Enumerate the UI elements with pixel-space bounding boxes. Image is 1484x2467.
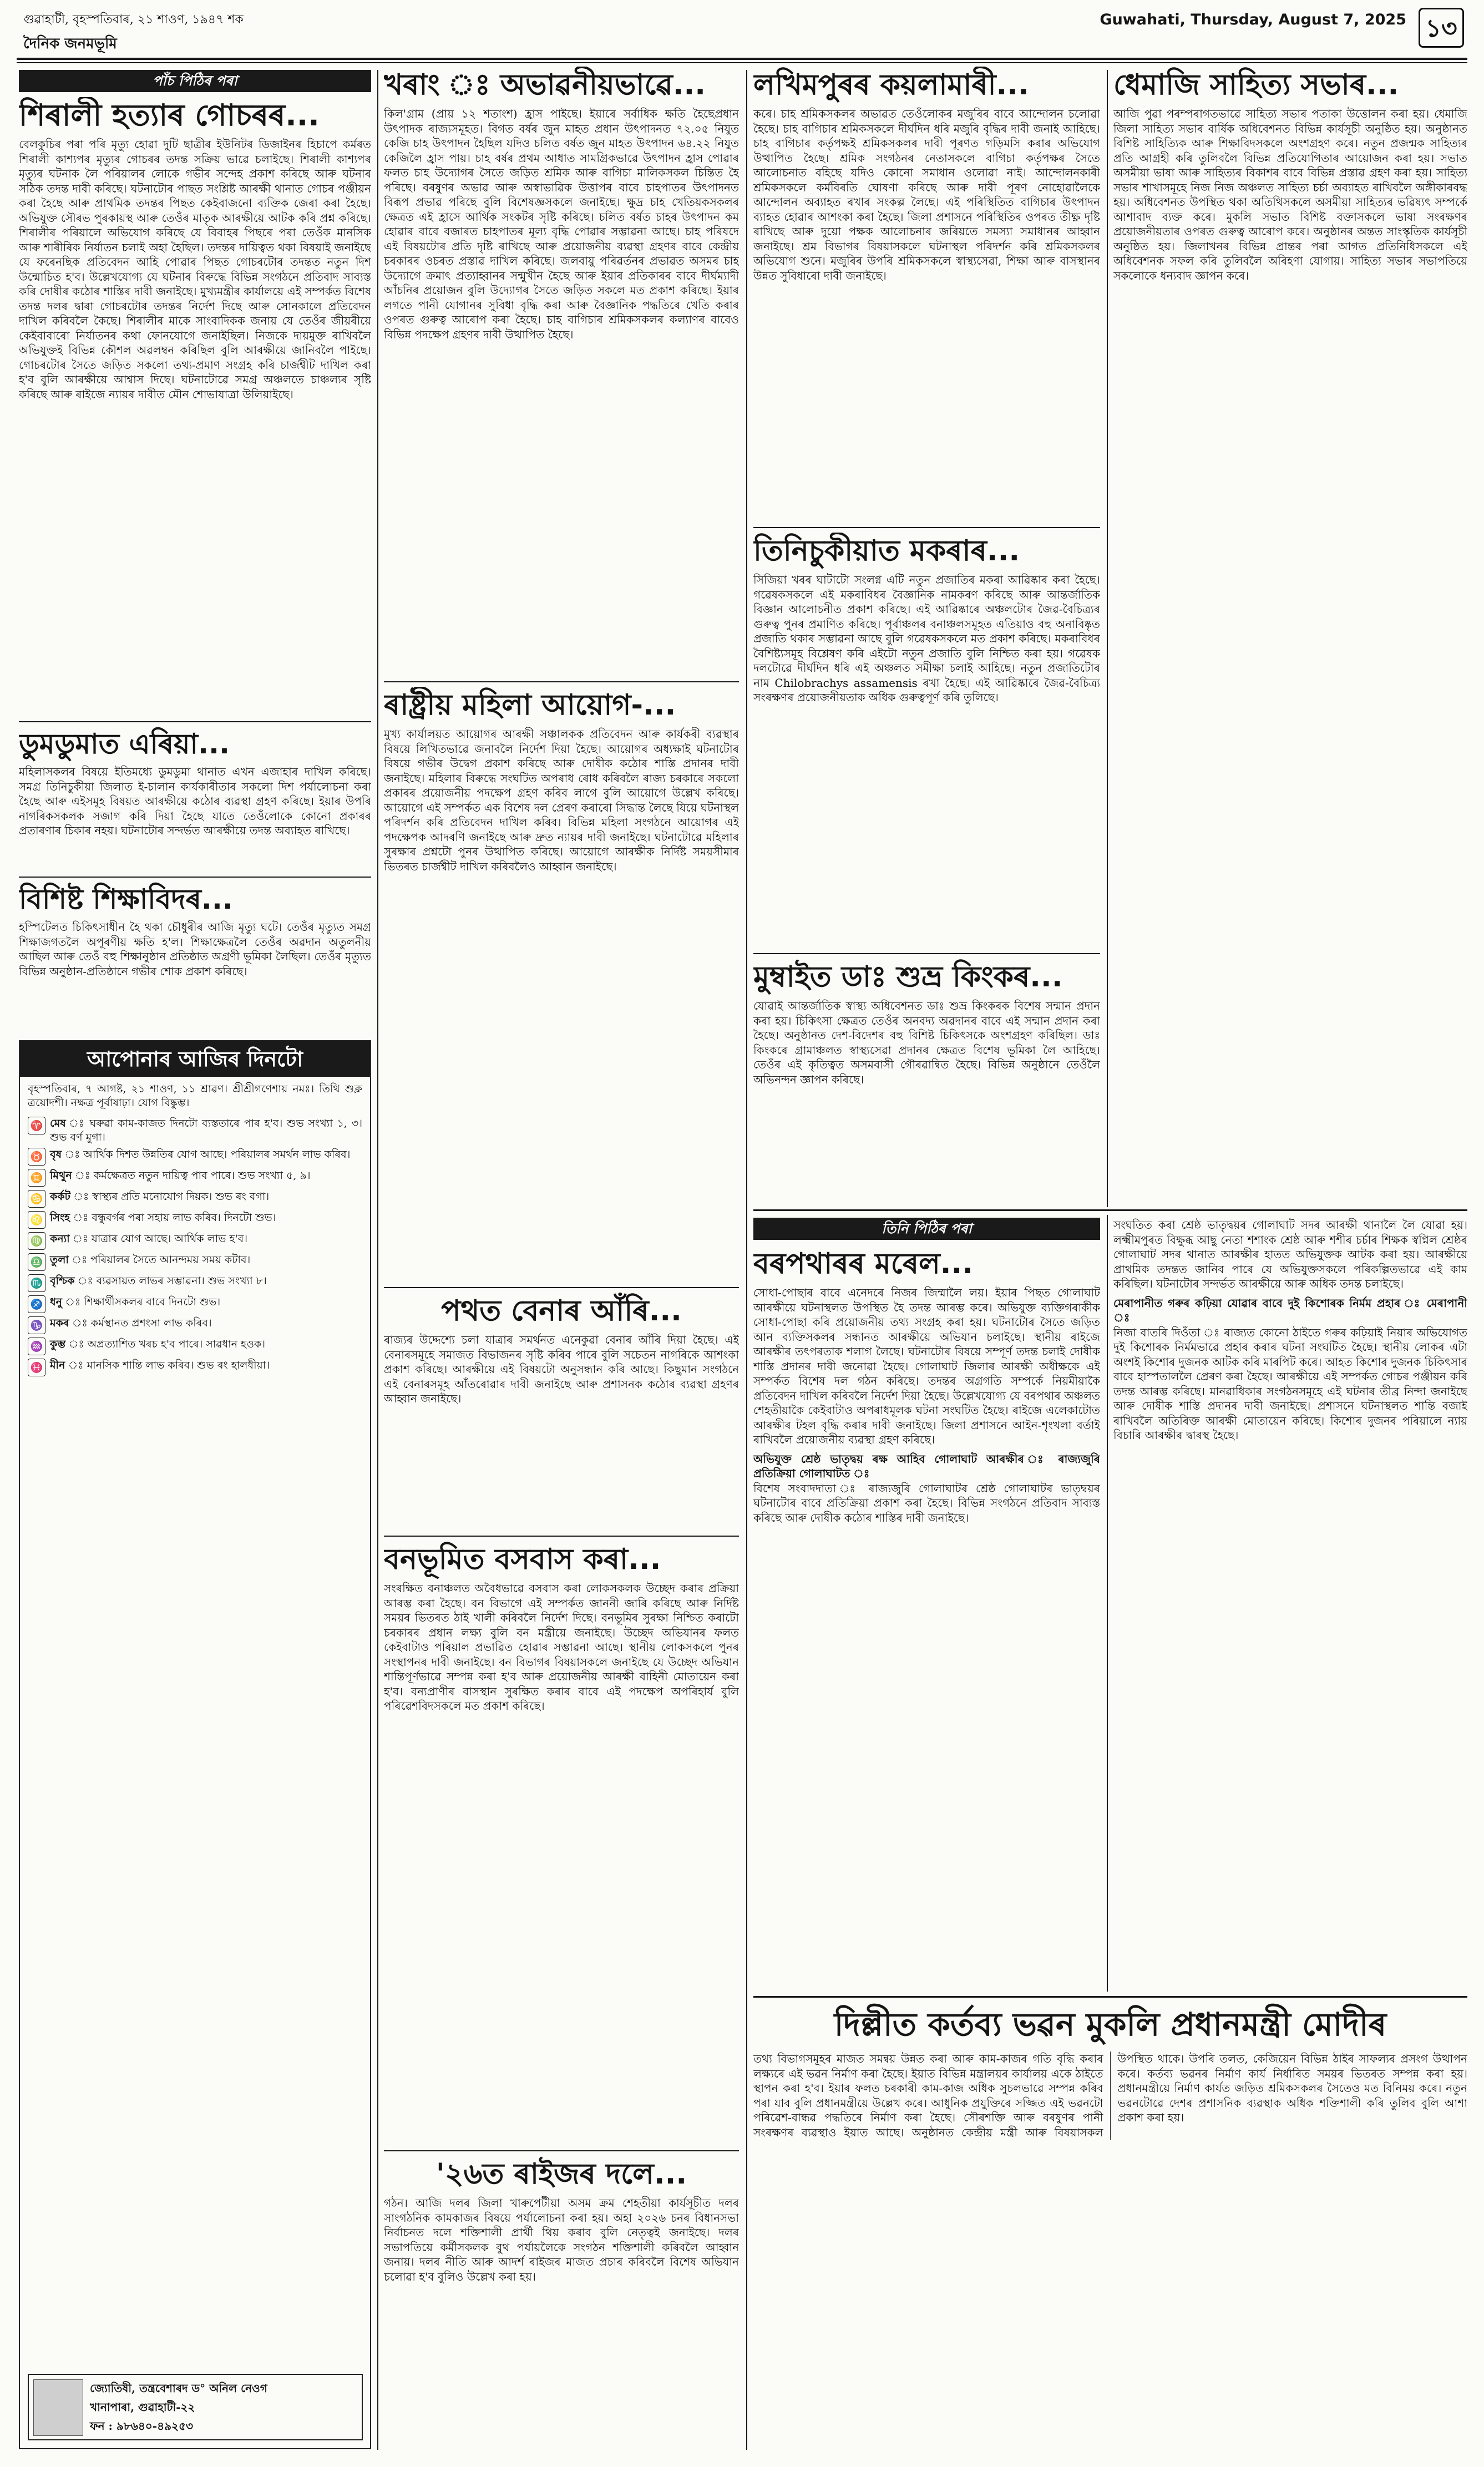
divider (753, 1996, 1467, 1998)
horoscope-item (28, 1211, 362, 1229)
article-body-2: নিজা বাতৰি দিওঁতা ঃ ৰাজ্যত কোনো ঠাইতে গৰুৰ কঢ়িয়াই নিয়াৰ অভিযোগত দুই কিশোৰক নিৰ্মমভাৱে প্ৰহাৰ কৰাৰ ঘটনা সংঘটিত হৈছে। স্থানীয় লোকৰ এটা অংশই কিশোৰ দুজনক আটক কৰি মাৰপিট কৰে। আহত কিশোৰ দুজনক চিকিৎসাৰ বাবে হাস্পতাললৈ প্ৰেৰণ কৰা হৈছে। আৰক্ষীয়ে এই সম্পৰ্কত গোচৰ পঞ্জীয়ন কৰি তদন্ত আৰম্ভ কৰিছে। মানৱাধিকাৰ সংগঠনসমূহে এই ঘটনাৰ তীব্ৰ নিন্দা জনাইছে আৰু দোষীক শাস্তি প্ৰদানৰ দাবী জনাইছে। প্ৰশাসনে ঘটনাস্থলত শান্তি বজাই ৰাখিবলৈ অতিৰিক্ত আৰক্ষী মোতায়েন কৰিছে। কিশোৰ দুজনৰ পৰিয়ালে ন্যায় বিচাৰি আৰক্ষীৰ দ্বাৰস্থ হৈছে। (1113, 1325, 1467, 1442)
headline: ডুমডুমাত এৰিয়া... (19, 728, 230, 760)
sign-name: কন্যা (50, 1233, 70, 1245)
column-divider (1107, 70, 1108, 1207)
article-body: মহিলাসকলৰ বিষয়ে ইতিমধ্যে ডুমডুমা থানাত এখন এজাহাৰ দাখিল কৰিছে। সমগ্ৰ তিনিচুকীয়া জিলাত ই-চালান কাৰ্যকাৰীতাৰ সকলো দিশ পৰ্যালোচনা কৰা হৈছে আৰু এইসমূহ বিষয়ত আৰক্ষীয়ে কঠোৰ ব্যৱস্থা গ্ৰহণ কৰিছে। ইয়াৰ উপৰি নাগৰিকসকলক সজাগ কৰি দিয়া হৈছে যাতে তেওঁলোকে কোনো প্ৰকাৰৰ প্ৰতাৰণাৰ চিকাৰ নহয়। ঘটনাটোৰ সন্দৰ্ভত আৰক্ষীয়ে তদন্ত অব্যাহত ৰাখিছে। (19, 765, 371, 837)
article-body: সংৰক্ষিত বনাঞ্চলত অবৈধভাৱে বসবাস কৰা লোকসকলক উচ্ছেদ কৰাৰ প্ৰক্ৰিয়া আৰম্ভ কৰা হৈছে। বন বিভাগে এই সম্পৰ্কত জাননী জাৰি কৰিছে আৰু নিৰ্দিষ্ট সময়ৰ ভিতৰত ঠাই খালী কৰিবলৈ নিৰ্দেশ দিছে। বনভূমিৰ সুৰক্ষা নিশ্চিত কৰাটো চৰকাৰৰ প্ৰধান লক্ষ্য বুলি বন মন্ত্ৰীয়ে জনাইছে। উচ্ছেদ অভিযানৰ ফলত কেইবাটাও পৰিয়াল প্ৰভাৱিত হোৱাৰ সম্ভাৱনা আছে। স্থানীয় লোকসকলে পুনৰ সংস্থাপনৰ দাবী জনাইছে। বন বিভাগৰ বিষয়াসকলে জনাইছে যে উচ্ছেদ অভিযান শান্তিপূৰ্ণভাৱে সম্পন্ন কৰা হ'ব আৰু প্ৰয়োজনীয় আৰক্ষী বাহিনী মোতায়েন কৰা হ'ব। বন্যপ্ৰাণীৰ বাসস্থান সুৰক্ষিত কৰাৰ বাবে এই পদক্ষেপ অপৰিহাৰ্য বুলি পৰিৱেশবিদসকলে মত প্ৰকাশ কৰিছে। (384, 1582, 739, 1713)
horoscope-item (28, 1253, 362, 1271)
horoscope-text: বৃষ ঃ আৰ্থিক দিশত উন্নতিৰ যোগ আছে। পৰিয়ালৰ সমৰ্থন লাভ কৰিব। (50, 1148, 351, 1161)
sign-name: কুম্ভ (50, 1338, 66, 1350)
sign-name: মিথুন (50, 1169, 72, 1182)
horoscope-text: কন্যা ঃ যাত্ৰাৰ যোগ আছে। আৰ্থিক লাভ হ'ব। (50, 1233, 248, 1245)
article-body: কিল'গ্ৰাম (প্ৰায় ১২ শতাংশ) হ্ৰাস পাইছে। ইয়াৰে সৰ্বাধিক ক্ষতি হৈছেপ্ৰধান উৎপাদক ৰাজ্যসমূহত। বিগত বৰ্ষৰ জুন মাহত প্ৰধান উৎপাদনত ৭২.০৫ নিযুত কেজি চাহ উৎপাদন হৈছিল যদিও চলিত বৰ্ষত জুন মাহত উৎপাদন ৬৪.২২ নিযুত কেজিলৈ হ্ৰাস পায়। চাহ বৰ্ষৰ প্ৰথম আধাত সামগ্ৰিকভাৱে উৎপাদন হ্ৰাস পোৱাৰ ফলত চাহ উদ্যোগৰ সৈতে জড়িত শ্ৰমিক আৰু বাগিচা মালিকসকল চিন্তিত হৈ পৰিছে। বৰষুণৰ অভাৱ আৰু অস্বাভাৱিক উত্তাপৰ বাবে চাহপাতৰ উৎপাদনত বিৰূপ প্ৰভাৱ পৰিছে বুলি বিশেষজ্ঞসকলে জনাইছে। ক্ষুদ্ৰ চাহ খেতিয়কসকলৰ ক্ষেত্ৰত এই হ্ৰাসে আৰ্থিক সংকটৰ সৃষ্টি কৰিছে। চলিত বৰ্ষত চাহৰ উৎপাদন কম হোৱাৰ বাবে বজাৰত চাহপাতৰ মূল্য বৃদ্ধি পোৱাৰ সম্ভাৱনা আছে। চাহ পৰিষদে এই বিষয়টোৰ প্ৰতি দৃষ্টি ৰাখিছে আৰু প্ৰয়োজনীয় ব্যৱস্থা গ্ৰহণৰ বাবে কেন্দ্ৰীয় চৰকাৰৰ ওচৰত প্ৰস্তাৱ দাখিল কৰিছে। জলবায়ু পৰিৱৰ্তনৰ প্ৰভাৱত অসমৰ চাহ উদ্যোগে ক্ৰমাৎ প্ৰত্যাহ্বানৰ সন্মুখীন হৈছে আৰু ইয়াৰ প্ৰতিকাৰৰ বাবে দীৰ্ঘম্যাদী আঁচনিৰ প্ৰয়োজন বুলি উদ্যোগৰ সৈতে জড়িত সকলে মত প্ৰকাশ কৰিছে। ইয়াৰ লগতে পানী যোগানৰ সুবিধা বৃদ্ধি কৰা আৰু বৈজ্ঞানিক পদ্ধতিৰে খেতি কৰাৰ ওপৰত গুৰুত্ব আৰোপ কৰা হৈছে। চাহ বাগিচাৰ শ্ৰমিকসকলৰ কল্যাণৰ বাবেও বিভিন্ন পদক্ষেপ গ্ৰহণৰ দাবী উত্থাপিত হৈছে। (384, 107, 739, 341)
zodiac-icon: ♋ (28, 1190, 45, 1208)
horoscope-title: আপোনাৰ আজিৰ দিনটো (20, 1041, 370, 1077)
sign-text: কৰ্মস্থানত প্ৰশংসা লাভ কৰিব। (90, 1317, 212, 1329)
article-body: কৰে। চাহ শ্ৰমিকসকলৰ অভাৱত তেওঁলোকৰ মজুৰিৰ বাবে আন্দোলন চলোৱা হৈছে। চাহ বাগিচাৰ শ্ৰমিকসকলে দীৰ্ঘদিন ধৰি মজুৰি বৃদ্ধিৰ দাবী জনাই আহিছে। চাহ বাগিচাৰ কৰ্তৃপক্ষই শ্ৰমিকসকলৰ দাবী পূৰণত গড়িমসি কৰাৰ অভিযোগ উত্থাপিত হৈছে। শ্ৰমিক সংগঠনৰ নেতাসকলে বাগিচা কৰ্তৃপক্ষৰ সৈতে আলোচনাত বহিছে যদিও কোনো সমাধান ওলোৱা নাই। আন্দোলনকাৰী শ্ৰমিকসকলে কৰ্মবিৰতি ঘোষণা কৰিছে আৰু দাবী পূৰণ নোহোৱালৈকে আন্দোলন অব্যাহত ৰখাৰ সংকল্প লৈছে। এই পৰিস্থিতিত বাগিচাৰ উৎপাদন ব্যাহত হোৱাৰ আশংকা কৰা হৈছে। জিলা প্ৰশাসনে পৰিস্থিতিৰ ওপৰত তীক্ষ্ণ দৃষ্টি ৰাখিছে আৰু দুয়ো পক্ষক আলোচনাৰ জৰিয়তে সমস্যা সমাধানৰ আহ্বান জনাইছে। শ্ৰম বিভাগৰ বিষয়াসকলে ঘটনাস্থল পৰিদৰ্শন কৰি শ্ৰমিকসকলৰ অভিযোগ শুনে। মজুৰিৰ উপৰি শ্ৰমিকসকলে স্বাস্থ্যসেৱা, শিক্ষা আৰু বাসস্থানৰ উন্নত সুবিধাৰো দাবী জনাইছে। (753, 107, 1100, 282)
sign-text: বন্ধুবৰ্গৰ পৰা সহায় লাভ কৰিব। দিনটো শুভ। (92, 1212, 276, 1224)
article-dhemaji (1113, 67, 1467, 1204)
zodiac-icon: ♈ (28, 1117, 45, 1134)
horoscope-text: মিথুন ঃ কৰ্মক্ষেত্ৰত নতুন দায়িত্ব পাব পাৰে। শুভ সংখ্যা ৫, ৯। (50, 1169, 311, 1182)
sign-text: ব্যৱসায়ত লাভৰ সম্ভাৱনা। শুভ সংখ্যা ৮। (96, 1275, 267, 1287)
divider (19, 721, 371, 722)
article-pathat-bonar (384, 1293, 739, 1531)
horoscope-text: মেষ ঃ ঘৰুৱা কাম-কাজত দিনটো ব্যস্ততাৰে পাৰ হ'ব। শুভ সংখ্যা ১, ৩। শুভ বৰ্ণ মুগা। (50, 1117, 362, 1143)
headline: ধেমাজি সাহিত্য সভাৰ... (1113, 68, 1399, 102)
column-divider (1107, 1215, 1108, 1992)
article-body: সংঘতিত কৰা শ্ৰেষ্ঠ ভাতৃদ্বয়ৰ গোলাঘাট সদৰ আৰক্ষী থানালৈ লৈ যোৱা হয়। লক্ষ্মীমপুৰত বিক্ষুব্ধ আছু নেতা শশাংক শ্ৰেষ্ঠ আৰু শশীৰ চৰ্চাৰ শিক্ষক স্বপ্নিল শ্ৰেষ্ঠৰ গোলাঘাট সদৰ থানাত আৰক্ষীৰ হাতত অভিযুক্তক আটক কৰা হয়। আৰক্ষীয়ে প্ৰাথমিক তদন্তত জানিব পাৰে যে অভিযুক্তসকলে পৰিকল্পিতভাৱে এই কাম কৰিছিল। ঘটনাটোৰ সন্দৰ্ভত আৰক্ষীয়ে আৰু অধিক তদন্ত চলাইছে। (1113, 1218, 1467, 1290)
horoscope-text: বৃশ্চিক ঃ ব্যৱসায়ত লাভৰ সম্ভাৱনা। শুভ সংখ্যা ৮। (50, 1275, 267, 1287)
article-body-2: বিশেষ সংবাদদাতা ঃ ৰাজ্যজুৰি গোলাঘাটৰ শ্ৰেষ্ঠ গোলাঘাটৰ ভাতৃদ্বয়ৰ ঘটনাটোৰ বাবে প্ৰতিক্ৰিয়া প্ৰকাশ কৰা হৈছে। বিভিন্ন সংগঠনে প্ৰতিবাদ সাব্যস্ত কৰিছে আৰু দোষীক কঠোৰ শাস্তিৰ দাবী জনাইছে। (753, 1481, 1100, 1524)
zodiac-icon: ♐ (28, 1295, 45, 1313)
horoscope-item (28, 1148, 362, 1166)
masthead (17, 7, 1467, 58)
sign-name: ধনু (50, 1296, 62, 1308)
article-body: সোধা-পোছাৰ বাবে এনেদৰে নিজৰ জিম্মালৈ লয়। ইয়াৰ পিছত গোলাঘাট আৰক্ষীয়ে ঘটনাস্থলত উপস্থিত হৈ তদন্ত আৰম্ভ কৰে। অভিযুক্ত ব্যক্তিগৰাকীক সোধা-পোছা কৰি প্ৰয়োজনীয় তথ্য সংগ্ৰহ কৰা হয়। ঘটনাটোৰ সৈতে জড়িত আন ব্যক্তিসকলৰ সন্ধানত আৰক্ষীয়ে অভিযান চলাইছে। স্থানীয় ৰাইজে আৰক্ষীৰ তৎপৰতাক শলাগ লৈছে। ঘটনাটোৰ বিষয়ে সম্পূৰ্ণ তদন্ত চলাই দোষীক শাস্তি প্ৰদানৰ দাবী জনোৱা হৈছে। গোলাঘাট জিলাৰ আৰক্ষী অধীক্ষকে এই সম্পৰ্কত বিশেষ দল গঠন কৰিছে। তদন্তৰ অগ্ৰগতি সম্পৰ্কে নিয়মীয়াকৈ প্ৰতিবেদন দাখিল কৰিবলৈ নিৰ্দেশ দিয়া হৈছে। উল্লেখযোগ্য যে বৰপথাৰ অঞ্চলত শেহতীয়াকৈ কেইবাটাও অপৰাধমূলক ঘটনা সংঘটিত হৈছে। ৰাইজে এলেকাটোত আৰক্ষীৰ টহল বৃদ্ধি কৰাৰ দাবী জনাইছে। জিলা প্ৰশাসনে আইন-শৃংখলা বৰ্তাই ৰাখিবলৈ প্ৰয়োজনীয় ব্যৱস্থা গ্ৰহণ কৰিছে। (753, 1286, 1100, 1446)
zodiac-icon: ♓ (28, 1359, 45, 1376)
article-tinisukia (753, 533, 1100, 949)
article-raiz-dal (384, 2156, 739, 2450)
article-body: মুখ্য কাৰ্যালয়ত আয়োগৰ আৰক্ষী সঞ্চালকক প্ৰতিবেদন আৰু কাৰ্যকৰী ব্যৱস্থাৰ বিষয়ে লিখিতভাৱে জনাবলৈ নিৰ্দেশ দিয়া হৈছে। আয়োগৰ অধ্যক্ষাই ঘটনাটোৰ বিষয়ে গভীৰ উদ্বেগ প্ৰকাশ কৰিছে আৰু দোষীক কঠোৰ শাস্তি প্ৰদানৰ দাবী জনাইছে। মহিলাৰ বিৰুদ্ধে সংঘটিত অপৰাধ ৰোধ কৰিবলৈ ৰাজ্য চৰকাৰে সকলো প্ৰকাৰৰ প্ৰয়োজনীয় পদক্ষেপ গ্ৰহণ কৰিব লাগে বুলি আয়োগে উল্লেখ কৰিছে। আয়োগে এই সম্পৰ্কত এক বিশেষ দল প্ৰেৰণ কৰাৰো সিদ্ধান্ত লৈছে যিয়ে ঘটনাস্থল পৰিদৰ্শন কৰি প্ৰতিবেদন দাখিল কৰিব। বিভিন্ন মহিলা সংগঠনে আয়োগৰ এই পদক্ষেপক আদৰণি জনাইছে আৰু দ্ৰুত ন্যায়ৰ দাবী জনাইছে। ঘটনাটোৱে মহিলাৰ সুৰক্ষাৰ প্ৰশ্নটো পুনৰ উত্থাপিত কৰিছে। আয়োগে আৰক্ষীক নিৰ্দিষ্ট সময়সীমাৰ ভিতৰত চাৰ্জশ্বীট দাখিল কৰিবলৈও আহ্বান জনাইছে। (384, 727, 739, 873)
article-bishishta (19, 882, 371, 1029)
article-body: সিজিয়া খৰৰ ঘাটাটো সংলগ্ন এটি নতুন প্ৰজাতিৰ মকৰা আৱিষ্কাৰ কৰা হৈছে। গৱেষকসকলে এই মকৰাবিধৰ বৈজ্ঞানিক নামকৰণ কৰিছে আৰু আন্তৰ্জাতিক বিজ্ঞান আলোচনীত প্ৰকাশ কৰিছে। এই আৱিষ্কাৰে অঞ্চলটোৰ জৈৱ-বৈচিত্ৰ্যৰ গুৰুত্ব পুনৰ প্ৰমাণিত কৰিছে। পূৰ্বাঞ্চলৰ বনাঞ্চলসমূহত এতিয়াও বহু অনাবিষ্কৃত প্ৰজাতি থকাৰ সম্ভাৱনা আছে বুলি গৱেষকসকলে মত প্ৰকাশ কৰিছে। মকৰাবিধৰ বৈশিষ্ট্যসমূহ বিশ্লেষণ কৰি এইটো নতুন প্ৰজাতি বুলি নিশ্চিত কৰা হয়। গৱেষক দলটোৱে দীৰ্ঘদিন ধৰি এই অঞ্চলত সমীক্ষা চলাই আহিছে। নতুন প্ৰজাতিটোৰ নাম Chilobrachys assamensis ৰখা হৈছে। এই আৱিষ্কাৰে জৈৱ-বৈচিত্ৰ্য সংৰক্ষণৰ প্ৰয়োজনীয়তাক অধিক গুৰুত্বপূৰ্ণ কৰি তুলিছে। (753, 573, 1100, 704)
zodiac-icon: ♑ (28, 1316, 45, 1334)
article-dumdumar (19, 727, 371, 874)
zodiac-icon: ♉ (28, 1148, 45, 1166)
headline: ৰাষ্ট্ৰীয় মহিলা আয়োগ-... (384, 688, 676, 722)
article-body: ৰাজ্যৰ উদ্দেশ্যে চলা যাত্ৰাৰ সমৰ্থনত এনেকুৱা বেনাৰ আঁৰি দিয়া হৈছে। এই বেনাৰসমূহে সমাজত বিভাজনৰ সৃষ্টি কৰিব পাৰে বুলি সচেতন নাগৰিকে আশংকা প্ৰকাশ কৰিছে। আৰক্ষীয়ে এই বিষয়টো অনুসন্ধান কৰি আছে। কিছুমান সংগঠনে এই বেনাৰসমূহ আঁতৰোৱাৰ দাবী জনাইছে আৰু প্ৰশাসনক কঠোৰ ব্যৱস্থা গ্ৰহণৰ আহ্বান জনাইছে। (384, 1333, 739, 1405)
horoscope-text: মকৰ ঃ কৰ্মস্থানত প্ৰশংসা লাভ কৰিব। (50, 1317, 212, 1329)
column-divider (377, 70, 378, 2450)
section-banner-page5: পাঁচ পিঠিৰ পৰা (19, 70, 371, 92)
divider (19, 877, 371, 878)
masthead-rule-thin (17, 62, 1467, 63)
article-body: গঠন। আজি দলৰ জিলা খাৰুপেটীয়া অসম ক্ৰম শেহতীয়া কাৰ্যসূচীত দলৰ সাংগঠনিক কামকাজৰ বিষয়ে পৰ্যালোচনা কৰা হয়। অহা ২০২৬ চনৰ বিধানসভা নিৰ্বাচনত দলে শক্তিশালী প্ৰাৰ্থী থিয় কৰাব বুলি নেতৃত্বই জনাইছে। দলৰ সভাপতিয়ে কৰ্মীসকলক বুথ পৰ্যায়লৈকে সংগঠন শক্তিশালী কৰিবলৈ আহ্বান জনায়। দলৰ নীতি আৰু আদৰ্শ ৰাইজৰ মাজত প্ৰচাৰ কৰিবলৈ বিশেষ অভিযান চলোৱা হ'ব বুলিও উল্লেখ কৰা হয়। (384, 2196, 739, 2283)
article-rashtriya-mahila (384, 687, 739, 1283)
sign-text: আৰ্থিক দিশত উন্নতিৰ যোগ আছে। পৰিয়ালৰ সমৰ্থন লাভ কৰিব। (83, 1148, 351, 1161)
headline: বিশিষ্ট শিক্ষাবিদৰ... (19, 883, 233, 915)
headline: বনভূমিত বসবাস কৰা... (384, 1543, 661, 1576)
horoscope-item (28, 1359, 362, 1376)
sub-headline: মেৰাপানীত গৰুৰ কঢ়িয়া যোৱাৰ বাবে দুই কিশোৰক নিৰ্মম প্ৰহাৰ ঃ মেৰাপানী ঃ (1113, 1296, 1467, 1324)
headline: দিল্লীত কৰ্তব্য ভৱন মুকলি প্ৰধানমন্ত্ৰী মোদীৰ (834, 2005, 1387, 2043)
sign-name: মেষ (50, 1117, 66, 1129)
article-barpetha (753, 1245, 1100, 1989)
sign-text: স্বাস্থ্যৰ প্ৰতি মনোযোগ দিয়ক। শুভ ৰং বগা। (92, 1191, 270, 1203)
astrologer-name: জ্যোতিষী, তন্ত্ৰবেশাৰদ ড° অনিল নেওগ (90, 2382, 267, 2395)
section-banner-page3: তিনি পিঠিৰ পৰা (753, 1218, 1100, 1240)
horoscope-item (28, 1190, 362, 1208)
dateline-left: গুৱাহাটী, বৃহস্পতিবাৰ, ২১ শাওণ, ১৯৪৭ শক (23, 13, 244, 27)
sign-text: অপ্ৰত্যাশিত খৰচ হ'ব পাৰে। সাৱধান হওক। (87, 1338, 266, 1350)
article-body: তথ্য বিভাগসমূহৰ মাজত সমন্বয় উন্নত কৰা আৰু কাম-কাজৰ গতি বৃদ্ধি কৰাৰ লক্ষ্যৰে এই ভৱন নিৰ্মাণ কৰা হৈছে। ইয়াত বিভিন্ন মন্ত্ৰালয়ৰ কাৰ্যালয় একে ঠাইতে স্থাপন কৰা হ'ব। ইয়াৰ ফলত চৰকাৰী কাম-কাজ অধিক সুচলভাৱে সম্পন্ন কৰিব পৰা যাব বুলি প্ৰধানমন্ত্ৰীয়ে উল্লেখ কৰে। আধুনিক প্ৰযুক্তিৰে সজ্জিত এই ভৱনটো পৰিৱেশ-বান্ধৱ পদ্ধতিৰে নিৰ্মাণ কৰা হৈছে। সৌৰশক্তি আৰু বৰষুণৰ পানী সংৰক্ষণৰ ব্যৱস্থাও ইয়াত আছে। অনুষ্ঠানত কেন্দ্ৰীয় মন্ত্ৰী আৰু বিষয়াসকল উপস্থিত থাকে। উপৰি তলত, কেজিয়েন বিভিন্ন ঠাইৰ সাফল্যৰ প্ৰসংগ উত্থাপন কৰে। কৰ্তব্য ভৱনৰ নিৰ্মাণ কাৰ্য নিৰ্ধাৰিত সময়ৰ ভিতৰত সম্পন্ন কৰা হয়। প্ৰধানমন্ত্ৰীয়ে নিৰ্মাণ কাৰ্যত জড়িত শ্ৰমিকসকলৰ সৈতেও মত বিনিময় কৰে। নতুন ভৱনটোৱে দেশৰ প্ৰশাসনিক ব্যৱস্থাক অধিক শক্তিশালী কৰি তুলিব বুলি আশা প্ৰকাশ কৰা হয়। (753, 2052, 1467, 2139)
headline: তিনিচুকীয়াত মকৰাৰ... (753, 534, 1020, 568)
sign-text: পৰিয়ালৰ সৈতে আনন্দময় সময় কটাব। (90, 1254, 251, 1266)
sign-name: মীন (50, 1359, 65, 1371)
divider (384, 681, 739, 682)
sign-text: যাত্ৰাৰ যোগ আছে। আৰ্থিক লাভ হ'ব। (91, 1233, 248, 1245)
zodiac-icon: ♌ (28, 1211, 45, 1229)
section-divider (753, 1209, 1467, 1211)
article-modi (753, 2003, 1467, 2452)
page-number: ১৩ (1419, 8, 1464, 48)
sign-name: সিংহ (50, 1212, 70, 1224)
divider (384, 1287, 739, 1288)
article-barpetha-cont (1113, 1218, 1467, 1989)
horoscope-text: কৰ্কট ঃ স্বাস্থ্যৰ প্ৰতি মনোযোগ দিয়ক। শুভ ৰং বগা। (50, 1191, 270, 1203)
headline: শিৰালী হত্যাৰ গোচৰৰ... (19, 98, 320, 133)
horoscope-item (28, 1316, 362, 1334)
divider (753, 527, 1100, 528)
sign-text: মানসিক শান্তি লাভ কৰিব। শুভ ৰং হালধীয়া। (87, 1359, 270, 1371)
horoscope-text: ধনু ঃ শিক্ষাৰ্থীসকলৰ বাবে দিনটো শুভ। (50, 1296, 221, 1308)
divider (384, 2150, 739, 2151)
zodiac-icon: ♒ (28, 1338, 45, 1355)
horoscope-item (28, 1169, 362, 1187)
headline: পথত বেনাৰ আঁৰি... (441, 1294, 682, 1328)
headline: বৰপথাৰৰ মৰেল... (753, 1247, 973, 1280)
horoscope-item (28, 1232, 362, 1250)
horoscope-item (28, 1338, 362, 1355)
divider (384, 1536, 739, 1537)
sign-text: কৰ্মক্ষেত্ৰত নতুন দায়িত্ব পাব পাৰে। শুভ সংখ্যা ৫, ৯। (93, 1169, 311, 1182)
article-body: হস্পিটেলত চিকিৎসাধীন হৈ থকা চৌধুৰীৰ আজি মৃত্যু ঘটে। তেওঁৰ মৃত্যুত সমগ্ৰ শিক্ষাজগতলৈ অপূৰণীয় ক্ষতি হ'ল। শিক্ষাক্ষেত্ৰলৈ তেওঁৰ অৱদান অতুলনীয় আছিল আৰু তেওঁ বহু শিক্ষানুষ্ঠান প্ৰতিষ্ঠাত অগ্ৰণী ভূমিকা লৈছিল। তেওঁৰ মৃত্যুত বিভিন্ন অনুষ্ঠান-প্ৰতিষ্ঠানে গভীৰ শোক প্ৰকাশ কৰিছে। (19, 920, 371, 978)
horoscope-list (28, 1117, 362, 1376)
sign-name: কৰ্কট (50, 1191, 70, 1203)
horoscope-box (19, 1040, 371, 2449)
sub-headline: অভিযুক্ত শ্ৰেষ্ঠ ভাতৃদ্বয় ৰক্ষ আহিব গোলাঘাট আৰক্ষীৰ ঃ ৰাজ্যজুৰি প্ৰতিক্ৰিয়া গোলাঘাটত ঃ (753, 1452, 1100, 1480)
horoscope-text: মীন ঃ মানসিক শান্তি লাভ কৰিব। শুভ ৰং হালধীয়া। (50, 1359, 270, 1371)
sign-name: বৃষ (50, 1148, 62, 1161)
sign-name: তুলা (50, 1254, 69, 1266)
article-banabhumi (384, 1541, 739, 2146)
masthead-rule (17, 58, 1467, 60)
headline: খৰাং ঃ অভাৱনীয়ভাৱে... (384, 68, 706, 102)
article-body: আজি পুৱা পৰম্পৰাগতভাৱে সাহিত্য সভাৰ পতাকা উত্তোলন কৰা হয়। ধেমাজি জিলা সাহিত্য সভাৰ বাৰ্ষিক অধিবেশনত বিভিন্ন কাৰ্যসূচী অনুষ্ঠিত হয়। অনুষ্ঠানত বিশিষ্ট সাহিত্যিক আৰু শিক্ষাবিদসকলে অংশগ্ৰহণ কৰে। নতুন প্ৰজন্মক সাহিত্যৰ প্ৰতি আগ্ৰহী কৰি তুলিবলৈ বিভিন্ন প্ৰতিযোগিতাৰ আয়োজন কৰা হয়। সভাত অসমীয়া ভাষা আৰু সাহিত্যৰ বিকাশৰ বাবে বিভিন্ন প্ৰস্তাৱ গ্ৰহণ কৰা হয়। সাহিত্য সভাৰ শাখাসমূহে নিজ নিজ অঞ্চলত সাহিত্য চৰ্চা অব্যাহত ৰাখিবলৈ অঙ্গীকাৰবদ্ধ হয়। অধিবেশনত উপস্থিত থকা অতিথিসকলে অসমীয়া সাহিত্যৰ ভৱিষ্যৎ সম্পৰ্কে আশাবাদ ব্যক্ত কৰে। মুকলি সভাত বিশিষ্ট বক্তাসকলে ভাষা সংৰক্ষণৰ প্ৰয়োজনীয়তাৰ ওপৰত গুৰুত্ব আৰোপ কৰে। অনুষ্ঠানৰ অন্তত সাংস্কৃতিক কাৰ্যসূচী অনুষ্ঠিত হয়। জিলাখনৰ বিভিন্ন প্ৰান্তৰ পৰা আগত প্ৰতিনিধিসকলে এই অধিবেশনক সফল কৰি তুলিবলৈ অৰিহণা যোগায়। সাহিত্য সভাৰ সভাপতিয়ে সকলোকে ধন্যবাদ জ্ঞাপন কৰে। (1113, 107, 1467, 282)
divider (753, 953, 1100, 954)
zodiac-icon: ♎ (28, 1253, 45, 1271)
headline: লখিমপুৰৰ কয়লামাৰী... (753, 68, 1029, 102)
zodiac-icon: ♊ (28, 1169, 45, 1187)
article-body: বেলকুচিৰ পৰা পৰি মৃত্যু হোৱা দুটি ছাত্ৰীৰ ইউনিটৰ ডিজাইনৰ হিচাপে কৰ্মৰত শিৰালী কাশ্যপৰ মৃত্যুৰ গোচৰৰ তদন্ত সক্ৰিয় ভাৱে চলাইছে। শিৰালী কাশ্যপৰ মৃত্যুৰ ঘটনাক লৈ পৰিয়ালৰ লোকে গভীৰ সন্দেহ প্ৰকাশ কৰিছে আৰু ঘটনাৰ সঠিক তদন্ত দাবী কৰিছে। ঘটনাটোৰ পাছত সংশ্লিষ্ট আৰক্ষী থানাত গোচৰ পঞ্জীয়ন কৰা হৈছে আৰু প্ৰাথমিক তদন্তৰ পিছত কেইবাজনো ব্যক্তিক জেৰা কৰা হৈছে। অভিযুক্ত সৌৰভ পুৰকায়স্থ আৰু তেওঁৰ মাতৃক আৰক্ষীয়ে আটক কৰি প্ৰশ্ন কৰিছে। শিৰালীৰ পৰিয়ালে অভিযোগ কৰিছে যে বিবাহৰ পিছৰে পৰা তেওঁক মানসিক আৰু শাৰীৰিক নিৰ্যাতন চলাই অহা হৈছিল। তদন্তৰ দায়িত্বত থকা বিষয়াই জনাইছে যে ফৰেনছিক প্ৰতিবেদন আহি পোৱাৰ পিছত গোচৰটোৰ তদন্তত নতুন দিশ উন্মোচিত হ'ব। উল্লেখযোগ্য যে ঘটনাৰ বিৰুদ্ধে বিভিন্ন সংগঠনে প্ৰতিবাদ সাব্যস্ত কৰি দোষীৰ কঠোৰ শাস্তিৰ দাবী জনাইছে। মুখ্যমন্ত্ৰীৰ কাৰ্যালয়ে এই সম্পৰ্কত বিশেষ তদন্ত দলৰ দ্বাৰা গোচৰটোৰ তদন্তৰ নিৰ্দেশ দিছে আৰু সোনকালে প্ৰতিবেদন দাখিল কৰিবলৈ কৈছে। শিৰালীৰ মাকে সাংবাদিকক জনায় যে তেওঁৰ জীয়ৰীয়ে কেইবাবাৰো নিৰ্যাতনৰ কথা ফোনযোগে জনাইছিল। নিজকে দায়মুক্ত ৰাখিবলৈ অভিযুক্তই বিভিন্ন কৌশল অৱলম্বন কৰিছিল বুলি আৰক্ষীয়ে জানিবলৈ পাইছে। গোচৰটোৰ সৈতে জড়িত সকলো তথ্য-প্ৰমাণ সংগ্ৰহ কৰি চাৰ্জশ্বীট দাখিল কৰা হ'ব বুলি আৰক্ষীয়ে আশ্বাস দিছে। ঘটনাটোৱে সমগ্ৰ অঞ্চলতে চাঞ্চল্যৰ সৃষ্টি কৰিছে আৰু ৰাইজে ন্যায়ৰ দাবীত মৌন শোভাযাত্ৰা উলিয়াইছে। (19, 138, 371, 401)
paper-name: দৈনিক জনমভূমি (23, 36, 117, 52)
horoscope-intro: বৃহস্পতিবাৰ, ৭ আগষ্ট, ২১ শাওণ, ১১ শ্ৰাৱণ। শ্ৰীশ্ৰীগণেশায় নমঃ। তিথি শুক্ল ত্ৰয়োদশী। নক্ষত্ৰ পূৰ্বাষাঢ়া। যোগ বিষ্কুম্ভ। (28, 1083, 362, 1109)
sign-text: ঘৰুৱা কাম-কাজত দিনটো ব্যস্ততাৰে পাৰ হ'ব। শুভ সংখ্যা ১, ৩। শুভ বৰ্ণ মুগা। (50, 1117, 362, 1143)
astrologer-photo (33, 2379, 83, 2436)
column-divider (746, 70, 747, 2450)
horoscope-text: কুম্ভ ঃ অপ্ৰত্যাশিত খৰচ হ'ব পাৰে। সাৱধান হওক। (50, 1338, 266, 1350)
article-kharang (384, 67, 739, 677)
sign-name: মকৰ (50, 1317, 69, 1329)
sign-text: শিক্ষাৰ্থীসকলৰ বাবে দিনটো শুভ। (84, 1296, 221, 1308)
horoscope-item (28, 1117, 362, 1144)
dateline-right: Guwahati, Thursday, August 7, 2025 (1100, 11, 1406, 28)
sign-name: বৃশ্চিক (50, 1275, 75, 1287)
horoscope-text: সিংহ ঃ বন্ধুবৰ্গৰ পৰা সহায় লাভ কৰিব। দিনটো শুভ। (50, 1212, 276, 1224)
zodiac-icon: ♏ (28, 1274, 45, 1292)
article-lakhimpur (753, 67, 1100, 521)
headline: '২৬ত ৰাইজৰ দলে... (435, 2157, 687, 2191)
horoscope-text: তুলা ঃ পৰিয়ালৰ সৈতে আনন্দময় সময় কটাব। (50, 1254, 251, 1266)
headline: মুম্বাইত ডাঃ শুভ্ৰ কিংকৰ... (753, 960, 1063, 994)
astrologer-place: খানাপাৰা, গুৱাহাটী-২২ (90, 2400, 195, 2414)
zodiac-icon: ♍ (28, 1232, 45, 1250)
article-body: যোৱাই আন্তৰ্জাতিক স্বাস্থ্য অধিবেশনত ডাঃ শুভ্ৰ কিংকৰক বিশেষ সন্মান প্ৰদান কৰা হয়। চিকিৎসা ক্ষেত্ৰত তেওঁৰ অনবদ্য অৱদানৰ বাবে এই সন্মান প্ৰদান কৰা হৈছে। অনুষ্ঠানত দেশ-বিদেশৰ বহু বিশিষ্ট চিকিৎসকে অংশগ্ৰহণ কৰিছিল। ডাঃ কিংকৰে গ্ৰামাঞ্চলত স্বাস্থ্যসেৱা প্ৰদানৰ ক্ষেত্ৰত বিশেষ ভূমিকা লৈ আহিছে। তেওঁৰ এই কৃতিত্বত অসমবাসী গৌৰৱান্বিত হৈছে। বিভিন্ন অনুষ্ঠানে তেওঁলৈ অভিনন্দন জ্ঞাপন কৰিছে। (753, 999, 1100, 1086)
astrologer-box (28, 2374, 363, 2440)
horoscope-item (28, 1274, 362, 1292)
article-shirali (19, 97, 371, 718)
article-mumbai (753, 959, 1100, 1203)
astrologer-phone: ফন : ৯৮৬৪০-৪৯২৫৩ (90, 2419, 194, 2433)
horoscope-item (28, 1295, 362, 1313)
